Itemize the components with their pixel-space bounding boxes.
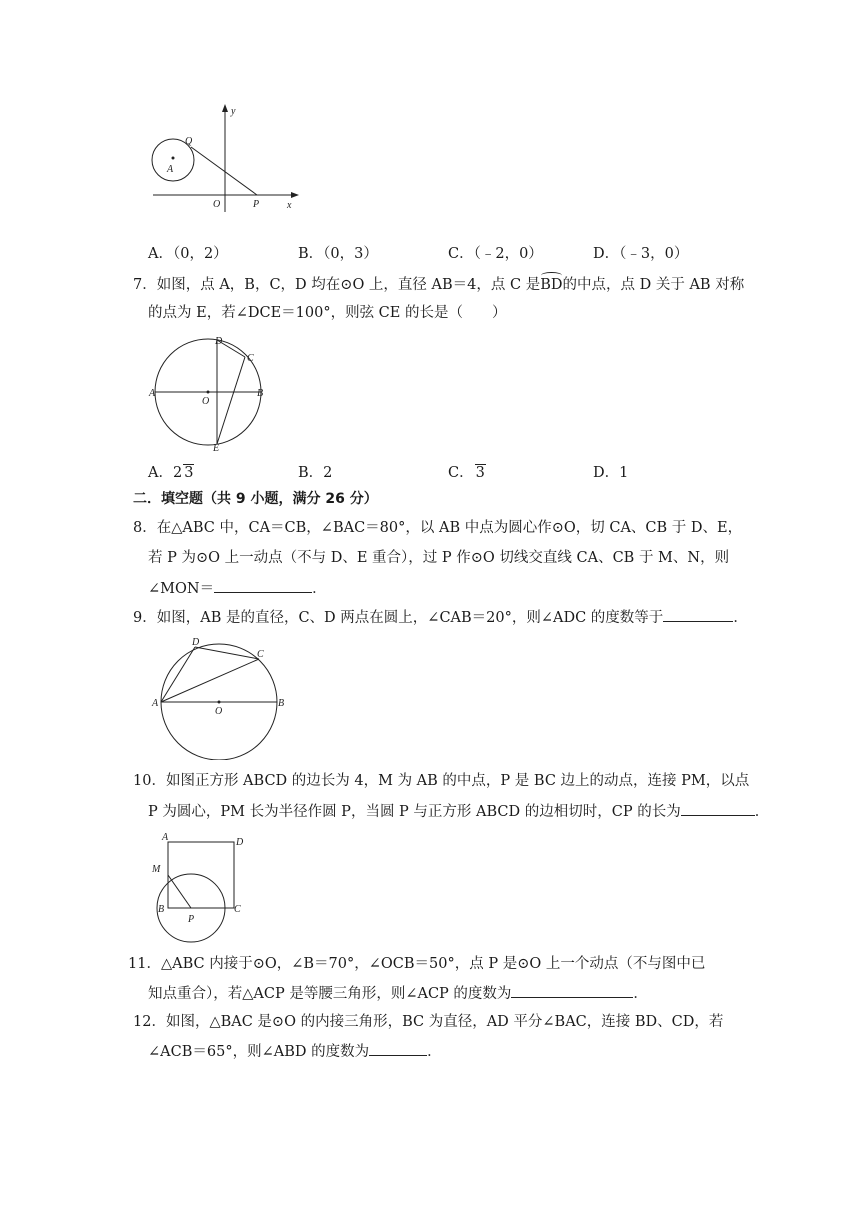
q6-label-P: P <box>253 199 260 210</box>
q9-label-O: O <box>215 706 223 717</box>
q7-option-a: A．2 3 <box>148 465 194 481</box>
q10-answer-blank[interactable] <box>681 801 755 816</box>
q9-figure <box>148 630 293 760</box>
q7-label-D: D <box>215 336 223 347</box>
q12-stem-line2: ∠ACB＝65°，则∠ABD 的度数为 ． <box>148 1041 442 1062</box>
q8-stem-line3: ∠MON＝ ． <box>148 578 327 599</box>
q10-label-M: M <box>152 864 161 875</box>
q12-answer-blank[interactable] <box>369 1041 427 1056</box>
q6-option-c: C．（﹣2，0） <box>448 246 543 262</box>
q7-label-B: B <box>257 388 264 399</box>
q7-label-A: A <box>149 388 156 399</box>
q6-label-y: y <box>231 106 236 117</box>
q7-option-a-radical: 3 <box>184 465 194 481</box>
q8-answer-blank[interactable] <box>214 578 312 593</box>
q7-option-b: B．2 <box>298 465 333 481</box>
q7-option-c-radical: 3 <box>475 465 485 481</box>
q9-answer-blank[interactable] <box>663 607 733 622</box>
q9-stem-line1: 9．如图，AB 是的直径，C、D 两点在圆上，∠CAB＝20°，则∠ADC 的度数等于 ． <box>133 607 748 628</box>
q10-label-C: C <box>234 904 241 915</box>
q6-label-x: x <box>287 200 292 211</box>
q9-label-A: A <box>152 698 159 709</box>
q7-stem-1a: 7．如图，点 A，B，C，D 均在⊙O 上，直径 AB＝4，点 C 是 <box>133 277 541 293</box>
q7-figure <box>145 330 275 455</box>
q10-stem-line1: 10．如图正方形 ABCD 的边长为 4，M 为 AB 的中点，P 是 BC 边上的动点，连接 PM，以点 <box>133 773 750 789</box>
q7-option-c: C． 3 <box>448 465 485 481</box>
q7-label-E: E <box>213 443 220 454</box>
q12-stem-line1: 12．如图，△BAC 是⊙O 的内接三角形，BC 为直径，AD 平分∠BAC，连接 BD、CD，若 <box>133 1014 724 1030</box>
q6-option-b: B．（0，3） <box>298 246 378 262</box>
q10-label-P: P <box>188 914 195 925</box>
q8-stem-line2: 若 P 为⊙O 上一动点（不与 D、E 重合），过 P 作⊙O 切线交直线 CA、CB 于 M、N，则 <box>148 550 730 566</box>
q6-label-Q: Q <box>185 136 193 147</box>
q11-answer-blank[interactable] <box>511 983 633 998</box>
q10-stem-line2: P 为圆心，PM 长为半径作圆 P，当圆 P 与正方形 ABCD 的边相切时，CP 的长为 ． <box>148 801 769 822</box>
q10-label-D: D <box>236 837 244 848</box>
q7-label-O: O <box>202 396 210 407</box>
q8-stem-line1: 8．在△ABC 中，CA＝CB，∠BAC＝80°，以 AB 中点为圆心作⊙O，切 CA、CB 于 D、E， <box>133 520 743 536</box>
q11-stem-line1: 11．△ABC 内接于⊙O，∠B＝70°，∠OCB＝50°，点 P 是⊙O 上一个动点（不与图中已 <box>128 956 706 972</box>
q7-option-d: D．1 <box>593 465 629 481</box>
q7-arc-bd: BD <box>540 277 563 293</box>
q6-option-a: A．（0，2） <box>148 246 228 262</box>
q6-label-O: O <box>213 199 221 210</box>
q9-label-C: C <box>257 649 264 660</box>
q9-label-D: D <box>192 637 200 648</box>
q7-stem-1b: 的中点，点 D 关于 AB 对称 <box>562 277 745 293</box>
q7-stem-line1 <box>133 275 744 295</box>
q6-option-d: D．（﹣3，0） <box>593 246 689 262</box>
q7-stem-line2: 的点为 E，若∠DCE＝100°，则弦 CE 的长是（ ） <box>148 305 507 321</box>
q10-label-B: B <box>158 904 165 915</box>
q7-label-C: C <box>247 353 254 364</box>
q11-stem-line2: 知点重合），若△ACP 是等腰三角形，则∠ACP 的度数为 ． <box>148 983 648 1004</box>
section-heading: 二．填空题（共 9 小题，满分 26 分） <box>133 491 378 507</box>
q10-label-A: A <box>162 832 169 843</box>
q9-label-B: B <box>278 698 285 709</box>
q6-label-A: A <box>167 164 174 175</box>
q6-figure <box>145 100 310 215</box>
q10-figure <box>148 830 258 945</box>
